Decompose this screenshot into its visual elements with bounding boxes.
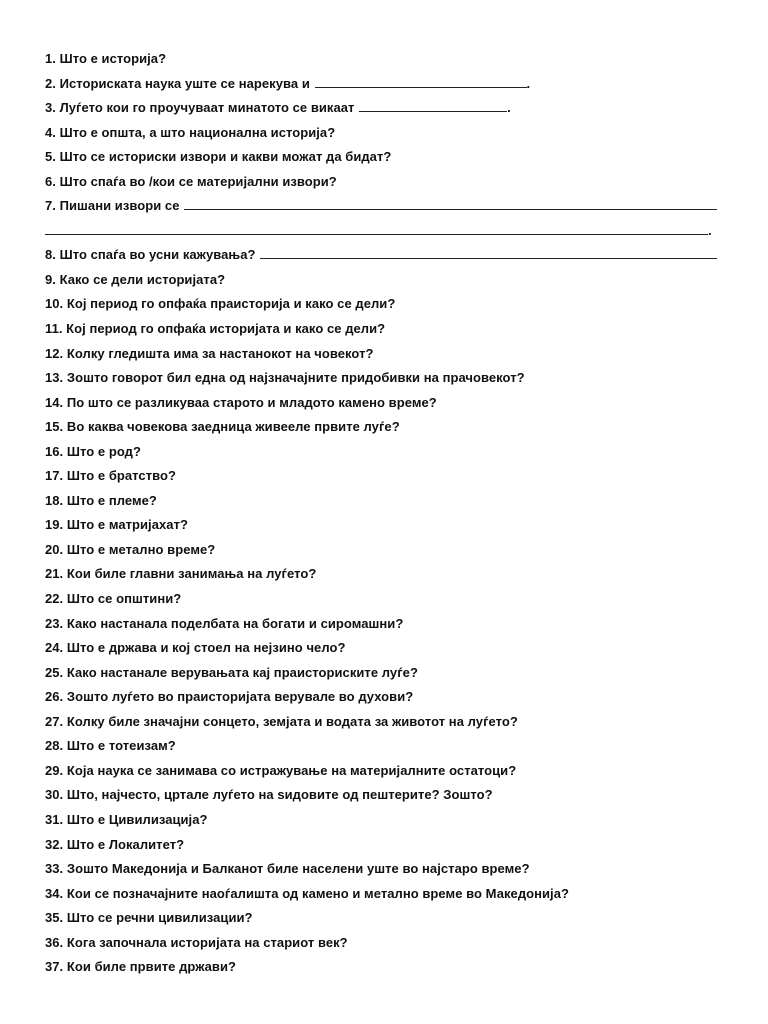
question-item [45,464,745,489]
question-item [45,661,745,686]
question-item [45,612,745,637]
question-text: 17. Што е братство? [45,468,176,484]
question-item [45,513,745,538]
question-item [45,440,745,465]
question-suffix: . [507,100,511,116]
question-continuation [45,219,745,244]
question-suffix: . [526,75,531,91]
question-text: 28. Што е тотеизам? [45,738,176,754]
question-item [45,342,745,367]
question-text: 16. Што е род? [45,443,141,459]
question-item [45,243,745,268]
question-item [45,194,745,219]
question-text: 1. Што е историја? [45,51,167,66]
question-text: 26. Зошто луѓето во праисторијата верувале во духови? [45,689,414,705]
answer-blank[interactable] [260,244,717,259]
question-item [45,636,745,661]
question-text: 34. Кои се позначајните наоѓалишта од камено и метално време во Македонија? [45,885,569,901]
question-item [45,538,745,563]
question-text: 4. Што е општа, а што национална историја? [45,124,336,140]
question-item [45,121,745,146]
question-text: 12. Колку гледишта има за настанокот на човекот? [45,345,374,361]
answer-blank[interactable] [359,97,507,112]
question-item [45,366,745,391]
question-suffix: . [708,222,712,238]
question-item [45,47,745,72]
question-text: 2. Историската наука уште се нарекува и [45,75,310,91]
question-text: 5. Што се историски извори и какви можат да бидат? [45,149,392,165]
question-item [45,833,745,858]
question-text: 22. Што се општини? [45,591,182,607]
question-item [45,882,745,907]
answer-blank[interactable] [315,73,527,88]
question-text: 18. Што е племе? [45,492,157,508]
question-item [45,906,745,931]
question-text: 35. Што се речни цивилизации? [45,910,253,926]
question-item [45,96,745,121]
question-text: 10. Кој период го опфаќа праисторија и како се дели? [45,296,396,312]
question-item [45,955,745,980]
question-text: 14. По што се разликуваа старото и младото камено време? [45,394,437,410]
answer-blank[interactable] [45,220,708,235]
question-item [45,759,745,784]
question-item [45,72,745,97]
question-text: 8. Што спаѓа во усни кажувања? [45,247,256,263]
question-item [45,685,745,710]
question-item [45,489,745,514]
question-text: 29. Која наука се занимава со истражување на материјалните остатоци? [45,762,517,778]
question-item [45,292,745,317]
question-text: 15. Во каква човекова заедница живееле првите луѓе? [45,419,400,435]
question-item [45,931,745,956]
answer-blank[interactable] [184,195,717,210]
question-item [45,857,745,882]
question-text: 9. Како се дели историјата? [45,271,226,287]
question-item [45,145,745,170]
question-item [45,170,745,195]
question-text: 20. Што е метално време? [45,541,216,557]
question-item [45,808,745,833]
question-text: 33. Зошто Македонија и Балканот биле населени уште во најстаро време? [45,861,530,877]
question-text: 3. Луѓето кои го проучуваат минатото се викаат [45,100,355,116]
question-text: 7. Пишани извори се [45,198,180,214]
question-text: 25. Како настанале верувањата кај праисториските луѓе? [45,664,418,680]
question-text: 13. Зошто говорот бил една од најзначајните придобивки на прачовекот? [45,370,525,386]
question-text: 32. Што е Локалитет? [45,836,185,852]
question-text: 11. Кој период го опфаќа историјата и како се дели? [45,321,386,337]
question-item [45,317,745,342]
question-text: 31. Што е Цивилизација? [45,811,208,827]
question-item [45,587,745,612]
question-item [45,562,745,587]
question-text: 37. Кои биле првите држави? [45,959,236,975]
question-item [45,391,745,416]
question-text: 36. Кога започнала историјата на стариот век? [45,934,348,950]
question-item [45,268,745,293]
question-item [45,734,745,759]
question-text: 19. Што е матријахат? [45,517,188,533]
question-text: 24. Што е држава и кој стоел на нејзино чело? [45,640,346,656]
question-list [45,47,745,980]
question-item [45,415,745,440]
question-item [45,710,745,735]
question-text: 6. Што спаѓа во /кои се материјални извори? [45,173,337,189]
question-text: 21. Кои биле главни занимања на луѓето? [45,566,317,582]
question-text: 30. Што, најчесто, цртале луѓето на ѕидовите од пештерите? Зошто? [45,787,493,803]
question-text: 27. Колку биле значајни сонцето, земјата и водата за животот на луѓето? [45,713,518,729]
question-item [45,783,745,808]
question-text: 23. Како настанала поделбата на богати и сиромашни? [45,615,404,631]
